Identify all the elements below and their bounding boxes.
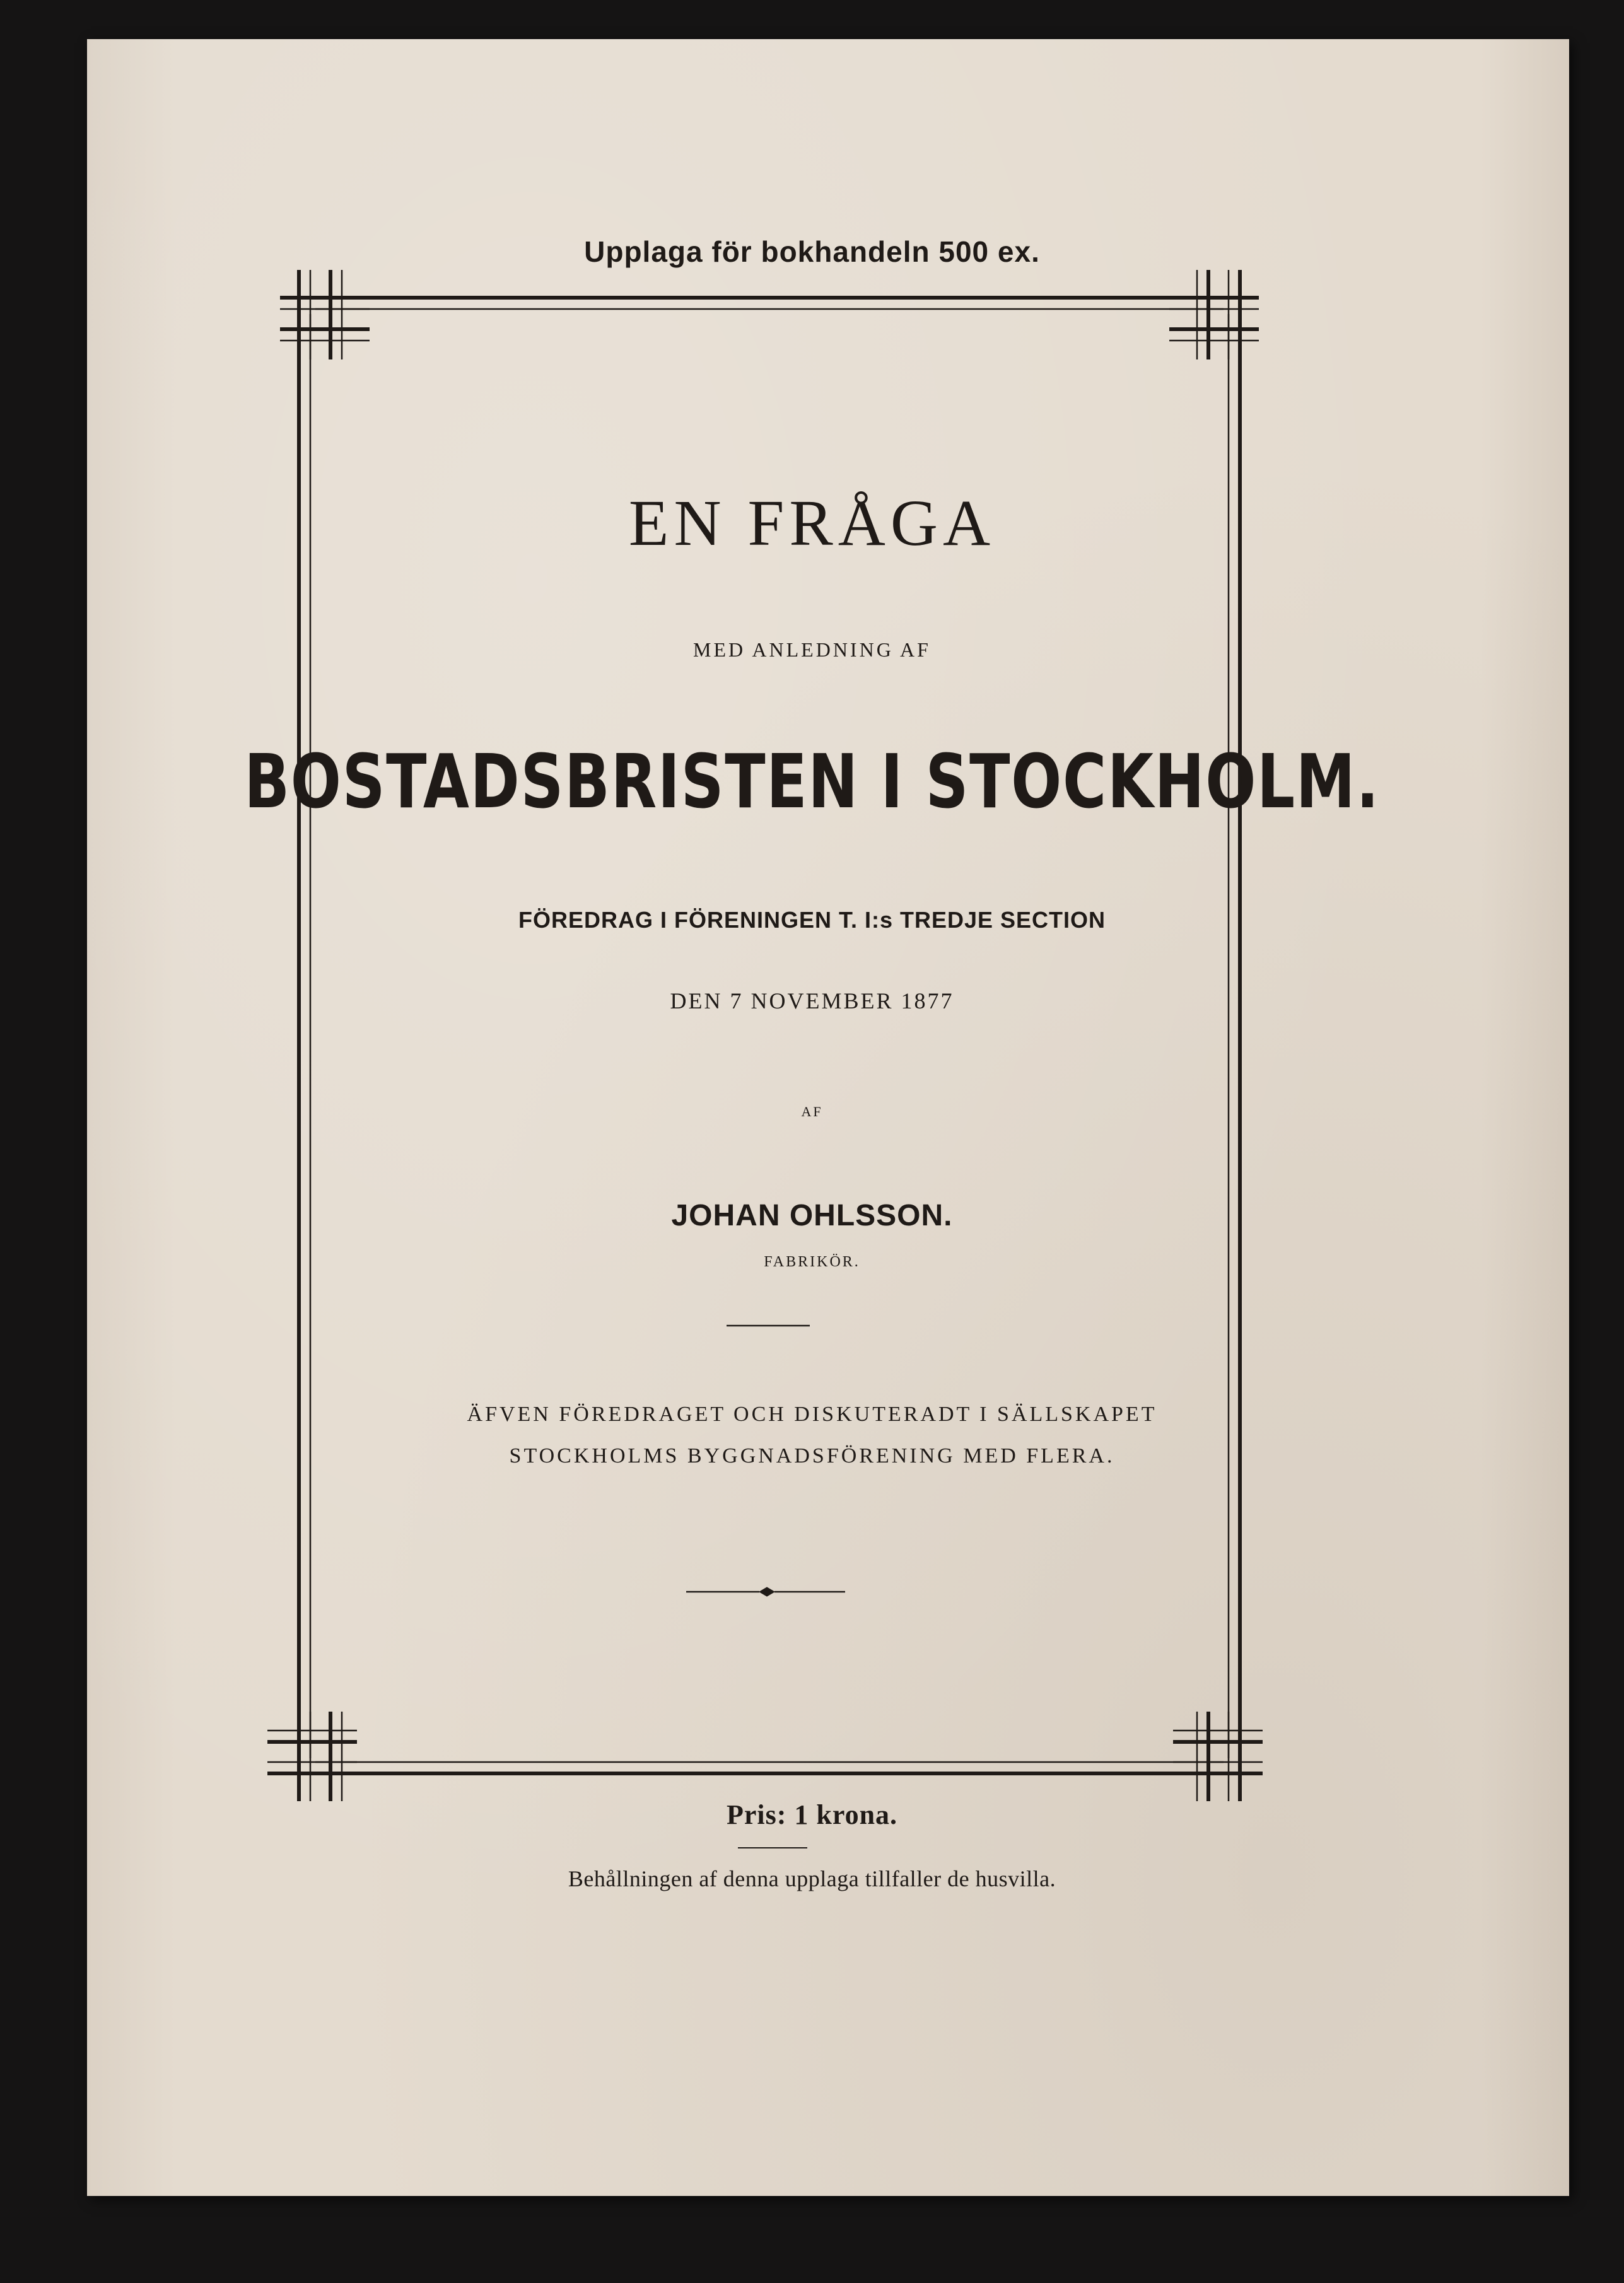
note-line-2: STOCKHOLMS BYGGNADSFÖRENING MED FLERA.	[509, 1444, 1115, 1468]
note-line-1: ÄFVEN FÖREDRAGET OCH DISKUTERADT I SÄLLSKAPET	[467, 1403, 1157, 1426]
edition-note: Upplaga för bokhandeln 500 ex.	[584, 235, 1040, 268]
title-line-2: BOSTADSBRISTEN I STOCKHOLM.	[244, 738, 1380, 825]
proceeds-note: Behållningen af denna upplaga tillfaller de husvilla.	[568, 1866, 1056, 1891]
title-connector: MED ANLEDNING AF	[693, 638, 931, 661]
corner-ornament-top-right	[1169, 270, 1259, 359]
author-name: JOHAN OHLSSON.	[671, 1199, 953, 1232]
subtitle: FÖREDRAG I FÖRENINGEN T. I:s TREDJE SECTION	[518, 907, 1106, 933]
ornamental-divider	[686, 1587, 845, 1596]
author-profession: FABRIKÖR.	[764, 1254, 860, 1270]
corner-ornament-top-left	[280, 270, 370, 359]
corner-ornament-bottom-right	[1173, 1712, 1263, 1801]
by-label: AF	[801, 1104, 823, 1119]
title-line-1: EN FRÅGA	[628, 487, 996, 559]
corner-ornament-bottom-left	[267, 1712, 357, 1801]
lecture-date: DEN 7 NOVEMBER 1877	[670, 988, 954, 1013]
price-label: Pris: 1 krona.	[726, 1799, 898, 1830]
